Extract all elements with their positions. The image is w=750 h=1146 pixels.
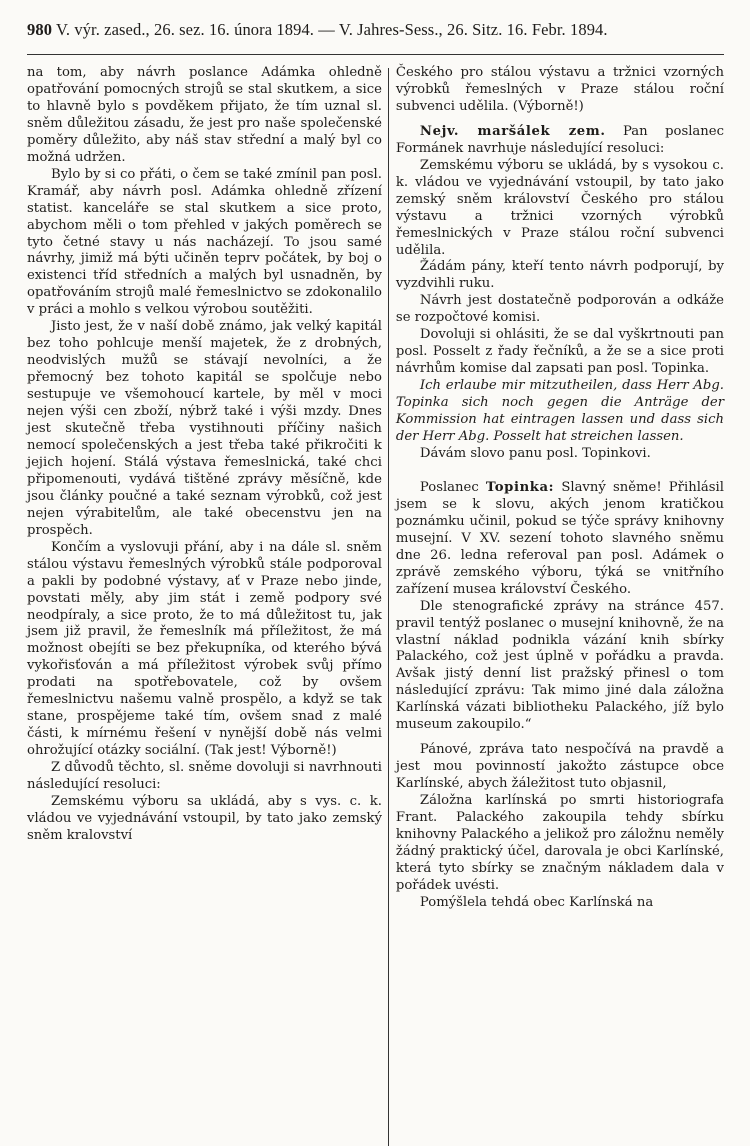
header-left: V. výr. zased., 26. sez. 16. února 1894. xyxy=(56,20,315,39)
paragraph: Bylo by si co přáti, o čem se také zmínil pan posl. Kramář, aby návrh posl. Adámka ohledně zřízení statist. kanceláře se stal skutkem a sice proto, abychom měli o tom přehled v jakých poměrech se tyto četné stavy u nás nacházejí. To jsou samé návrhy, jimiž má býti učiněn teprv počátek, by boj o existenci tříd středních a malých byl usnadněn, by opatřováním strojů malé řemeslnictvo se zdokonalilo v práci a mohlo s velkou výrobou soutěžiti. xyxy=(27,166,382,318)
resolution-text: Zemskému výboru se ukládá, by s vysokou c. k. vládou ve vyjednávání vstoupil, by tato jako zemský sněm království Českého pro stálou výstavu a tržnici vzorných výrobků řemeslnických v Praze stálou roční subvenci udělila. xyxy=(395,157,724,258)
paragraph xyxy=(396,124,724,158)
paragraph: Záložna karlínská po smrti historiografa Frant. Palackého zakoupila tehdy sbírku knihovny Palackého a jelikož pro záložnu neměly žádný praktický účel, darovala je obci Karlínské, která tyto sbírky se značným nákladem dala v pořádek uvésti. xyxy=(395,793,724,893)
left-column xyxy=(27,65,388,1146)
german-paragraph: Ich erlaube mir mitzutheilen, dass Herr Abg. Topinka sich noch gegen die Anträge der Kommission hat eintragen lassen und dass sich der Herr Abg. Posselt hat streichen lassen. xyxy=(395,378,724,445)
paragraph: Dávám slovo panu posl. Topinkovi. xyxy=(419,445,651,461)
paragraph: Žádám pány, kteří tento návrh podporují, by vyzdvihli ruku. xyxy=(395,259,724,292)
header-right: V. Jahres-Sess., 26. Sitz. 16. Febr. 1894. xyxy=(338,20,608,39)
paragraph: Jisto jest, že v naší době známo, jak velký kapitál bez toho pohlcuje menší majetek, že z drobných, neodvislých mužů se stávají nevolníci, a že přemocný bez tohoto kapitál se spolčuje nebo sestupuje ve všemohoucí kartele, by měl v moci nejen výši cen zboží, nýbrž také i výši mzdy. Dnes jest skutečně třeba vystihnouti příčiny našich nemocí společenských a jest třeba také přikročiti k jejich hojení. Stálá výstava řemeslnická, také chci připomenouti, vydává tištěné zprávy měsíčně, kde jsou články poučné a také seznam výrobků, což jest nejen výrabitelům, ale také obecenstvu jen na prospěch. xyxy=(27,319,382,538)
paragraph: na tom, aby návrh poslance Adámka ohledně opatřování pomocných strojů se stal skutkem, a sice to hlavně bylo s povděkem přijato, že tím uznal sl. sněm důležitou zásadu, že jest pro naše společenské poměry důležito, aby náš stav střední a malý byl co možná udržen. xyxy=(27,65,382,165)
paragraph: Pánové, zpráva tato nespočívá na pravdě a jest mou povinností jakožto zástupce obce Karlínské, abych žáležitost tuto objasnil, xyxy=(395,742,724,792)
paragraph: Návrh jest dostatečně podporován a odkáže se rozpočtové komisi. xyxy=(395,293,724,326)
running-header xyxy=(27,18,724,42)
paragraph: Z důvodů těchto, sl. sněme dovoluji si navrhnouti následující resoluci: xyxy=(27,760,382,793)
speaker-name: Topinka: xyxy=(485,479,555,495)
right-column xyxy=(389,65,724,1146)
speaker-name: Nejv. maršálek zem. xyxy=(419,123,606,139)
page-number: 980 xyxy=(27,20,53,39)
spacer xyxy=(396,116,724,124)
two-column-body xyxy=(27,65,724,1146)
paragraph: Dle stenografické zprávy na stránce 457. pravil tentýž poslanec o musejní knihovně, že na vlastní náklad podnikla vázání knih sbírky Palackého, což jest úplně v pořádku a pravda. Avšak jistý denní list pražský přinesl o tom následující zprávu: Tak mimo jiné dala záložna Karlínská vázati bibliotheku Palackého, jíž bylo museum zakoupilo.“ xyxy=(395,598,724,733)
paragraph: Pomýšlela tehdá obec Karlínská na xyxy=(419,894,654,910)
paragraph xyxy=(396,480,724,599)
resolution-text: Zemskému výboru sa ukládá, aby s vys. c. k. vládou ve vyjednávání vstoupil, by tato jako zemský sněm kralovství xyxy=(27,793,382,843)
header-separator: — xyxy=(318,20,335,39)
paragraph: Českého pro stálou výstavu a tržnici vzorných výrobků řemeslných v Praze stálou roční subvenci udělila. (Výborně!) xyxy=(395,65,724,114)
speech-text: Slavný sněme! Přihlásil jsem se k slovu, akých jenom kratičkou poznámku učinil, pokud se týče správy knihovny musejní. V XV. sezení tohoto slavného sněmu dne 26. ledna referoval pan posl. Adámek o zprávě zemského výboru, týká se vnitřního zařízení musea království Českého. xyxy=(395,479,724,597)
spacer xyxy=(396,734,724,742)
spacer xyxy=(396,463,724,480)
speech-text: Pan poslanec Formánek navrhuje následující resoluci: xyxy=(395,123,724,156)
header-rule xyxy=(27,54,724,55)
speaker-prefix: Poslanec xyxy=(419,479,479,495)
paragraph: Dovoluji si ohlásiti, že se dal vyškrtnouti pan posl. Posselt z řady řečníků, a že se a sice proti návrhům komise dal zapsati pan posl. Topinka. xyxy=(395,327,724,377)
paragraph: Končím a vyslovuji přání, aby i na dále sl. sněm stálou výstavu řemeslných výrobků stále podporoval a pakli by podobné výstavy, ať v Praze nebo jinde, povstati měly, aby jim stát i země podpory své neodpíraly, a sice proto, že to má důležitost tu, jak jsem již pravil, že řemeslník má příležitost, že má možnost obejíti se bez překupníka, od kterého bývá vykořisťován a má příležitost výrobek svůj přímo prodati na spotřebovatele, což by ovšem řemeslnictvu našemu valně prospělo, a když se tak stane, prospějeme také tím, ovšem snad z malé části, k mírnému řešení v nynější době nás velmi ohrožující otázky sociální. (Tak jest! Výborně!) xyxy=(27,539,382,759)
